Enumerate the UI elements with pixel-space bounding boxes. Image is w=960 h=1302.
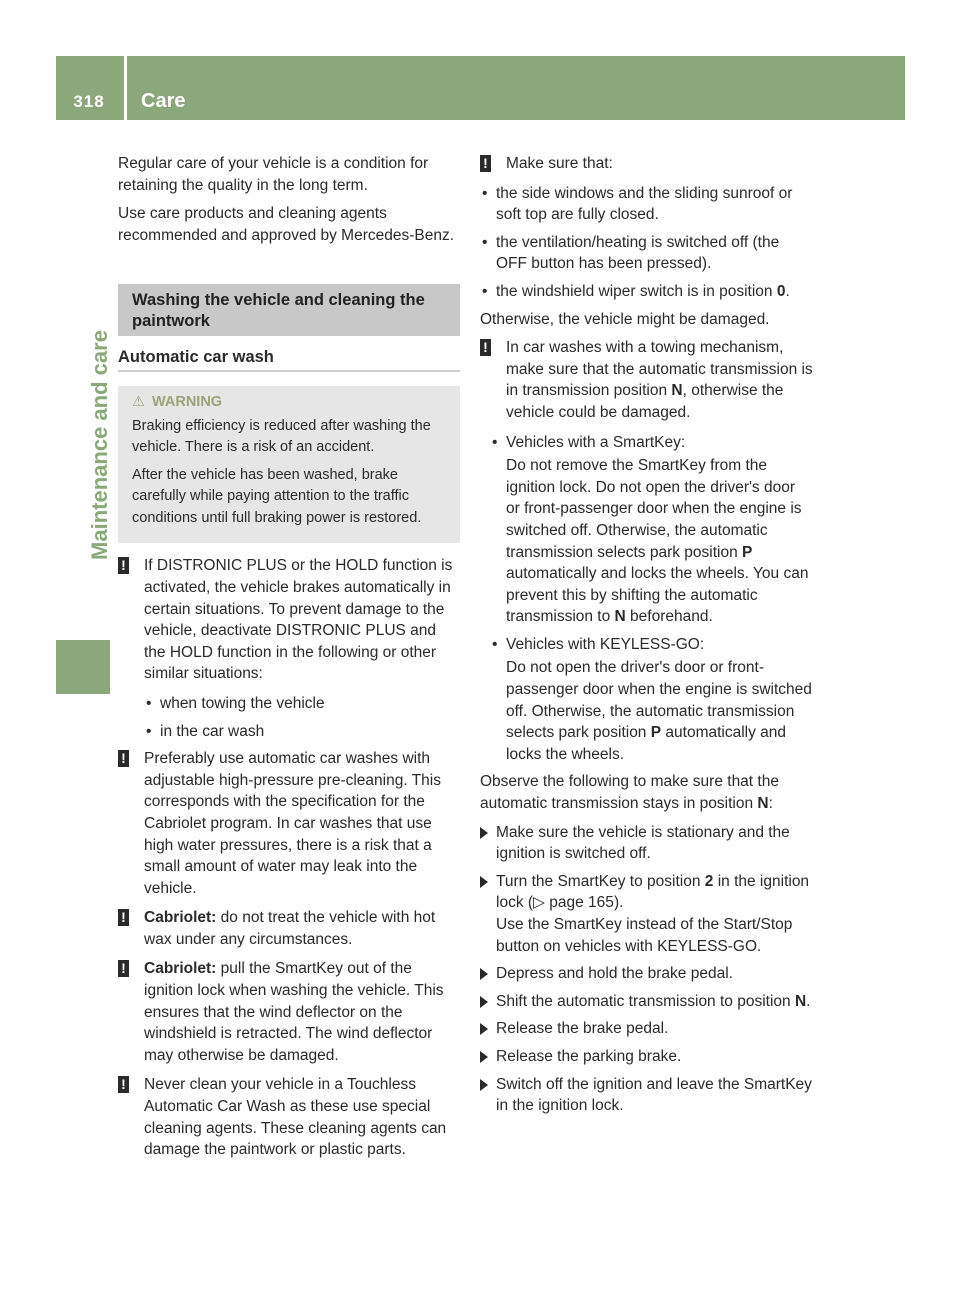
note-text: Make sure that:: [506, 155, 613, 172]
bullet-body: [506, 455, 813, 628]
page-header: [56, 56, 905, 120]
step-text: Turn the SmartKey to position: [496, 872, 705, 890]
position-value: 0: [776, 282, 786, 300]
step-text: Depress and hold the brake pedal.: [496, 965, 733, 983]
step-text: .: [806, 992, 811, 1010]
warning-text-1: Braking efficiency is reduced after washing the vehicle. There is a risk of an accident.: [132, 417, 431, 456]
step-text: ).: [613, 894, 624, 912]
position-value: N: [757, 795, 769, 813]
page-title: Care: [141, 90, 186, 112]
position-value: N: [671, 382, 683, 400]
note-text: do not treat the vehicle with hot wax under any circumstances.: [144, 909, 436, 948]
bullet-text: Do not open the driver's door or front-passenger door when the engine is switched off. Otherwise, the automatic transmission selects park position: [506, 659, 812, 742]
warning-title: [132, 392, 452, 414]
step-item: [480, 991, 813, 1013]
section-heading: Washing the vehicle and cleaning the paintwork: [118, 284, 460, 336]
step-text: Release the parking brake.: [496, 1047, 682, 1065]
bullet-text: .: [785, 282, 790, 300]
bullet-heading: • Vehicles with KEYLESS-GO:: [506, 635, 705, 653]
position-value: P: [650, 724, 662, 742]
step-arrow-icon: [480, 1079, 488, 1091]
step-text: Switch off the ignition and leave the SmartKey in the ignition lock.: [496, 1075, 812, 1115]
warning-text-2: After the vehicle has been washed, brake carefully while paying attention to the traffic conditions until full braking power is restored.: [132, 466, 422, 526]
bullet-item: • when towing the vehicle: [144, 693, 460, 715]
left-column: [118, 153, 460, 1169]
note-high-pressure: [118, 748, 460, 899]
bullet-text: Do not remove the SmartKey from the ignition lock. Do not open the driver's door or front-passenger door when the engine is switched off. Otherwise, the automatic transmission selects park position: [506, 457, 802, 561]
bullet-body: [506, 657, 813, 765]
note-text: pull the SmartKey out of the ignition lock when washing the vehicle. This ensures that the wind deflector on the windshield is retracted. The wind deflector may otherwise be damaged.: [144, 960, 444, 1064]
observe-text: :: [768, 795, 773, 813]
warning-title-text: WARNING: [152, 394, 223, 411]
bullet-item: • the ventilation/heating is switched off (the OFF button has been pressed).: [480, 232, 813, 275]
intro-paragraph-2: Use care products and cleaning agents recommended and approved by Mercedes-Benz.: [118, 205, 455, 244]
page-number: 318: [73, 92, 105, 111]
warning-box: [118, 386, 460, 543]
sub-heading: Automatic car wash: [118, 346, 460, 372]
observe-paragraph: [480, 771, 813, 814]
step-text: Shift the automatic transmission to position: [496, 992, 795, 1010]
note-text: Preferably use automatic car washes with adjustable high-pressure pre-cleaning. This corresponds with the specification for the Cabriolet program. In car washes that use high water pressures, there is a risk that a small amount of water may leak into the vehicle.: [144, 750, 441, 897]
bullet-heading: • Vehicles with a SmartKey:: [506, 433, 686, 451]
note-text: If DISTRONIC PLUS or the HOLD function is activated, the vehicle brakes automatically in certain situations. To prevent damage to the vehicle, deactivate DISTRONIC PLUS and the HOLD function in the following or other similar situations:: [144, 557, 453, 683]
exclamation-icon: !: [480, 339, 491, 356]
step-text: Make sure the vehicle is stationary and the ignition is switched off.: [496, 823, 790, 863]
note-cabriolet-wax: [118, 907, 460, 950]
bullet-item: [480, 281, 813, 303]
observe-text: Observe the following to make sure that the automatic transmission stays in position: [480, 773, 779, 813]
note-text: Never clean your vehicle in a Touchless Automatic Car Wash as these use special cleaning agents. These cleaning agents can damage the paintwork or plastic parts.: [144, 1076, 447, 1159]
step-item: [480, 822, 813, 865]
otherwise-text: Otherwise, the vehicle might be damaged.: [480, 310, 770, 328]
step-item: [480, 871, 813, 957]
note-label: Cabriolet:: [144, 909, 217, 927]
exclamation-icon: !: [118, 557, 129, 574]
bullet-item: • in the car wash: [144, 721, 460, 743]
exclamation-icon: !: [480, 155, 491, 172]
side-chapter-tab: [56, 640, 110, 694]
position-value: 2: [704, 872, 714, 890]
step-arrow-icon: [480, 968, 488, 980]
bullet-text: automatically and locks the wheels. You can prevent this by shifting the automatic transmission to: [506, 565, 809, 626]
step-item: [480, 1074, 813, 1117]
side-chapter-label: [84, 250, 116, 640]
step-extra-text: Use the SmartKey instead of the Start/Stop button on vehicles with KEYLESS-GO.: [496, 916, 793, 955]
note-text: , otherwise the vehicle could be damaged.: [506, 382, 784, 421]
step-arrow-icon: [480, 1051, 488, 1063]
right-column: [480, 153, 813, 1123]
note-label: Cabriolet:: [144, 960, 217, 978]
step-arrow-icon: [480, 876, 488, 888]
position-value: N: [794, 992, 807, 1010]
exclamation-icon: !: [118, 1076, 129, 1093]
note-text: In car washes with a towing mechanism, make sure that the automatic transmission is in transmission position: [506, 339, 813, 400]
note-cabriolet-smartkey: [118, 958, 460, 1066]
warning-triangle-icon: ⚠: [132, 394, 145, 411]
note-distronic: [118, 555, 460, 685]
step-arrow-icon: [480, 996, 488, 1008]
position-value: N: [614, 608, 626, 626]
exclamation-icon: !: [118, 750, 129, 767]
step-item: [480, 1046, 813, 1068]
note-touchless: [118, 1074, 460, 1160]
step-item: [480, 1018, 813, 1040]
note-towing: [480, 337, 813, 423]
position-value: P: [742, 543, 753, 561]
side-chapter-text: Maintenance and care: [87, 330, 112, 560]
note-make-sure: [480, 153, 813, 175]
step-arrow-icon: [480, 827, 488, 839]
page-reference-link[interactable]: ▷ page 165: [533, 894, 614, 912]
bullet-item: [490, 432, 813, 628]
bullet-text: the windshield wiper switch is in position: [496, 282, 777, 300]
bullet-item: [490, 634, 813, 766]
bullet-text: automatically and locks the wheels.: [506, 724, 787, 763]
bullet-item: • the side windows and the sliding sunroof or soft top are fully closed.: [480, 183, 813, 226]
step-text: in the ignition lock (: [496, 872, 810, 912]
step-text: Release the brake pedal.: [496, 1020, 669, 1038]
step-arrow-icon: [480, 1023, 488, 1035]
exclamation-icon: !: [118, 960, 129, 977]
step-item: [480, 963, 813, 985]
intro-paragraph-1: Regular care of your vehicle is a condition for retaining the quality in the long term.: [118, 155, 429, 194]
header-separator: [124, 56, 127, 120]
exclamation-icon: !: [118, 909, 129, 926]
bullet-text: beforehand.: [625, 608, 713, 626]
